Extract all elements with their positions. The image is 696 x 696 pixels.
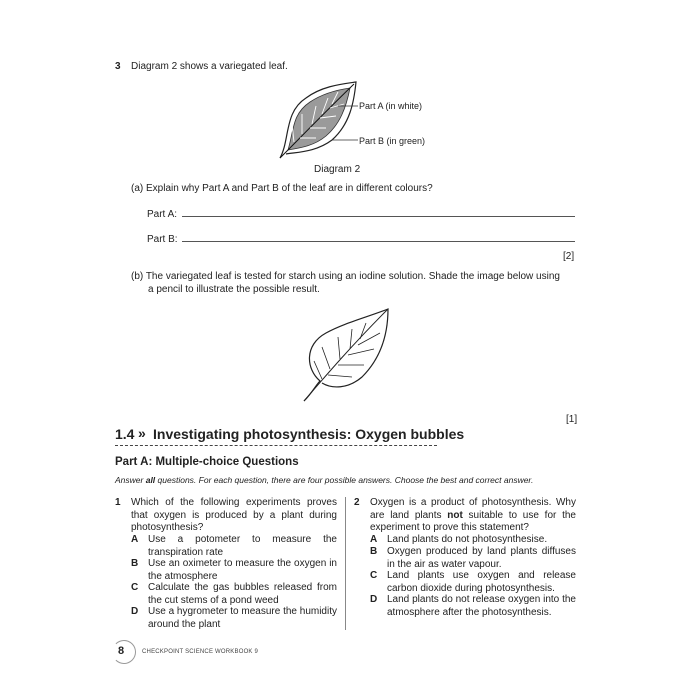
answer-line-a[interactable] bbox=[182, 216, 575, 217]
marks-b: [1] bbox=[566, 414, 578, 425]
marks-a: [2] bbox=[563, 251, 575, 262]
question-stem: Diagram 2 shows a variegated leaf. bbox=[131, 61, 288, 72]
part-b-question: (b) The variegated leaf is tested for starch using an iodine solution. Shade the image below using a pencil to illustrate the possible result. bbox=[131, 271, 560, 295]
book-title: CHECKPOINT SCIENCE WORKBOOK 9 bbox=[142, 649, 259, 655]
answer-line-b[interactable] bbox=[182, 241, 575, 242]
chevron-right-icon: » bbox=[138, 425, 146, 441]
section-underline bbox=[115, 445, 437, 446]
mcq2-stem: Oxygen is a product of photosynthesis. Why are land plants not suitable to use for the experiment to prove this statement? bbox=[370, 497, 576, 533]
answer-label-a: Part A: bbox=[147, 209, 178, 220]
mcq2-number: 2 bbox=[354, 497, 360, 508]
mcq1-stem: Which of the following experiments proves that oxygen is produced by a plant during photosynthesis? bbox=[131, 497, 337, 533]
variegated-leaf-diagram bbox=[270, 80, 450, 162]
diagram-caption: Diagram 2 bbox=[314, 164, 361, 175]
leaf-label-b: Part B (in green) bbox=[359, 136, 426, 146]
leaf-outline-to-shade[interactable] bbox=[300, 305, 395, 405]
mcq1-number: 1 bbox=[115, 497, 121, 508]
instructions: Answer all questions. For each question, there are four possible answers. Choose the best and correct answer. bbox=[115, 475, 534, 485]
section-number: 1.4 bbox=[115, 426, 135, 442]
column-divider bbox=[345, 497, 346, 630]
part-a-question: (a) Explain why Part A and Part B of the leaf are in different colours? bbox=[131, 183, 433, 194]
leaf-label-a: Part A (in white) bbox=[359, 101, 423, 111]
part-title: Part A: Multiple-choice Questions bbox=[115, 456, 299, 468]
answer-label-b: Part B: bbox=[147, 234, 178, 245]
question-number: 3 bbox=[115, 61, 121, 72]
section-title: Investigating photosynthesis: Oxygen bubbles bbox=[153, 426, 465, 442]
page-number: 8 bbox=[118, 645, 125, 657]
